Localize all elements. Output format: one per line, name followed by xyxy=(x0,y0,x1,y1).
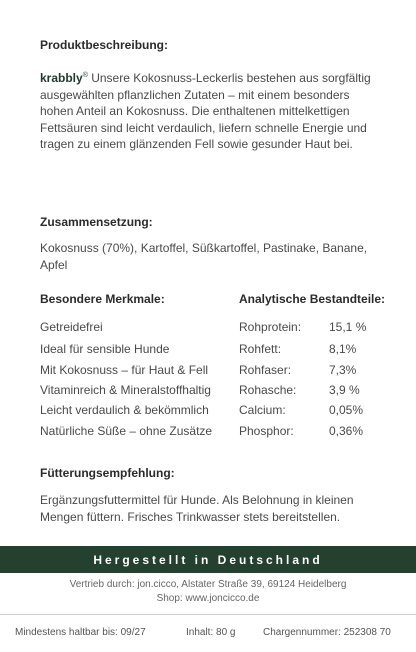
origin-banner: Hergestellt in Deutschland xyxy=(0,546,416,573)
shop-link[interactable]: Shop: www.joncicco.de xyxy=(156,593,260,604)
analysis-value: 3,9 % xyxy=(329,383,360,397)
features-heading: Besondere Merkmale: xyxy=(40,292,165,306)
footer-divider xyxy=(0,614,416,615)
analysis-label: Calcium: xyxy=(239,403,286,417)
composition-text: Kokosnuss (70%), Kartoffel, Süßkartoffel, Pastinake, Banane, Apfel xyxy=(40,241,368,272)
feature-item: Vitaminreich & Mineralstoffhaltig xyxy=(40,383,211,397)
feature-item: Natürliche Süße – ohne Zusätze xyxy=(40,424,213,438)
analysis-label: Rohfett: xyxy=(239,342,282,356)
description-text: krabbly® Unsere Kokosnuss-Leckerlis bestehen aus sorgfältig ausgewählten pflanzlichen Zutaten – mit einem besonders hohen Anteil an Kokosnuss. Die enthaltenen mittelkettigen Fettsäuren sind leicht verdaulich, liefern schnelle Energie und tragen zu einem glänzenden Fell sowie gesunder Haut bei. xyxy=(40,71,371,151)
feature-item: Getreidefrei xyxy=(40,320,103,334)
feature-item: Leicht verdaulich & bekömmlich xyxy=(40,403,209,417)
analysis-label: Rohprotein: xyxy=(239,320,302,334)
analysis-label: Rohasche: xyxy=(239,383,297,397)
analysis-label: Rohfaser: xyxy=(239,363,292,377)
analysis-value: 0,36% xyxy=(329,424,364,438)
analysis-value: 7,3% xyxy=(329,363,357,377)
composition-heading: Zusammensetzung: xyxy=(40,215,153,229)
batch-number: Chargennummer: 252308 70 xyxy=(263,627,391,638)
net-content: Inhalt: 80 g xyxy=(186,627,236,638)
best-before: Mindestens haltbar bis: 09/27 xyxy=(15,627,146,638)
analysis-label: Phosphor: xyxy=(239,424,294,438)
description-heading: Produktbeschreibung: xyxy=(40,38,169,52)
analysis-value: 0,05% xyxy=(329,403,364,417)
feeding-text: Ergänzungsfuttermittel für Hunde. Als Belohnung in kleinen Mengen füttern. Frisches Trinkwasser stets bereitstellen. xyxy=(40,493,354,524)
feeding-heading: Fütterungsempfehlung: xyxy=(40,466,175,480)
analysis-heading: Analytische Bestandteile: xyxy=(239,292,386,306)
analysis-value: 8,1% xyxy=(329,342,357,356)
analysis-value: 15,1 % xyxy=(329,320,367,334)
feature-item: Ideal für sensible Hunde xyxy=(40,342,170,356)
brand-name: krabbly® xyxy=(40,71,88,85)
distribution-line: Vertrieb durch: jon.cicco, Alstater Straße 39, 69124 Heidelberg xyxy=(69,579,347,590)
feature-item: Mit Kokosnuss – für Haut & Fell xyxy=(40,363,209,377)
